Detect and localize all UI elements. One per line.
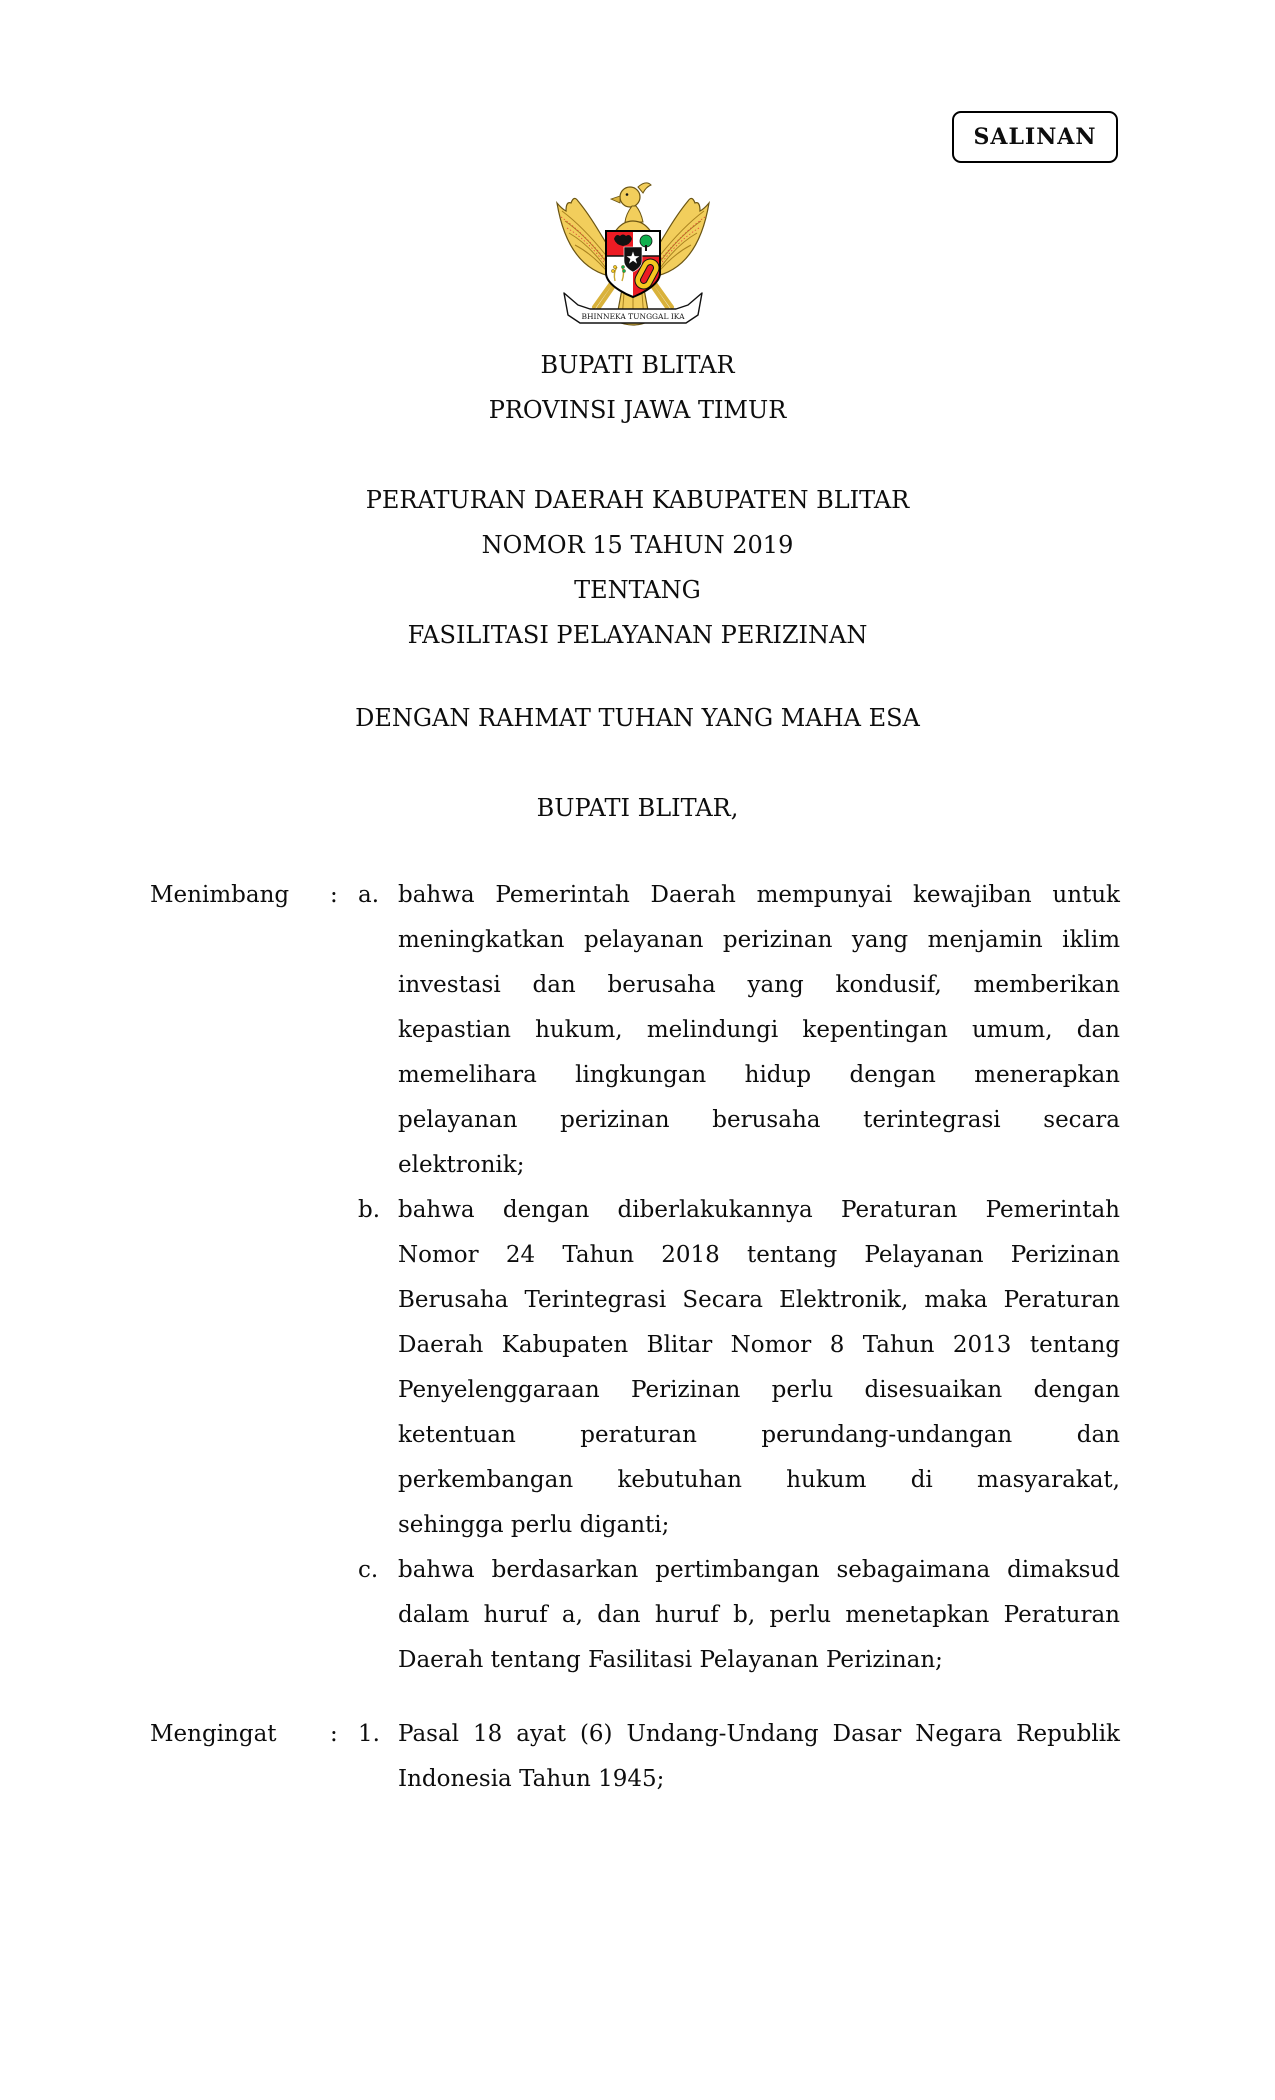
text-line: Daerah tentang Fasilitasi Pelayanan Perizinan;: [398, 1647, 943, 1673]
text-line: bahwa Pemerintah Daerah mempunyai kewajiban untuk: [398, 882, 1120, 908]
regulation-tentang: TENTANG: [574, 576, 701, 604]
text-line: Pasal 18 ayat (6) Undang-Undang Dasar Negara Republik: [398, 1721, 1120, 1747]
list-marker: c.: [358, 1557, 379, 1583]
list-item: [358, 1548, 1125, 1683]
issuer-title: BUPATI BLITAR: [540, 351, 735, 379]
official-line: BUPATI BLITAR,: [536, 794, 739, 822]
section-colon: :: [330, 882, 338, 908]
section-items: [358, 873, 1125, 1683]
item-text: [398, 1548, 1120, 1683]
list-item: [358, 1188, 1125, 1548]
text-line: kepastian hukum, melindungi kepentingan umum, dan: [398, 1017, 1120, 1043]
garuda-pancasila-emblem: [552, 181, 714, 343]
item-text: [398, 873, 1120, 1188]
text-line: meningkatkan pelayanan perizinan yang menjamin iklim: [398, 927, 1120, 953]
section-label: Menimbang: [150, 882, 290, 908]
text-line: Daerah Kabupaten Blitar Nomor 8 Tahun 2013 tentang: [398, 1332, 1120, 1358]
regulation-title: PERATURAN DAERAH KABUPATEN BLITAR: [365, 486, 910, 514]
text-line: bahwa dengan diberlakukannya Peraturan Pemerintah: [398, 1197, 1120, 1223]
text-line: Indonesia Tahun 1945;: [398, 1766, 665, 1792]
item-text: [398, 1188, 1120, 1548]
issuer-province: PROVINSI JAWA TIMUR: [488, 396, 787, 424]
menimbang-section: [150, 873, 1125, 1683]
text-line: perkembangan kebutuhan hukum di masyarakat,: [398, 1467, 1120, 1493]
text-line: Nomor 24 Tahun 2018 tentang Pelayanan Perizinan: [398, 1242, 1120, 1268]
garuda-pancasila-icon: [552, 181, 714, 343]
garuda-head: [611, 183, 651, 222]
text-line: dalam huruf a, dan huruf b, perlu menetapkan Peraturan: [398, 1602, 1120, 1628]
invocation-line: DENGAN RAHMAT TUHAN YANG MAHA ESA: [355, 704, 920, 732]
list-marker: a.: [358, 882, 380, 908]
list-item: [358, 1712, 1125, 1802]
mengingat-section: [150, 1712, 1125, 1802]
salinan-label: SALINAN: [973, 124, 1097, 150]
text-line: investasi dan berusaha yang kondusif, memberikan: [398, 972, 1120, 998]
item-text: [398, 1712, 1120, 1802]
text-line: bahwa berdasarkan pertimbangan sebagaimana dimaksud: [398, 1557, 1120, 1583]
list-marker: b.: [358, 1197, 381, 1223]
salinan-stamp: [952, 111, 1118, 163]
regulation-number: NOMOR 15 TAHUN 2019: [481, 531, 794, 559]
pancasila-shield: [606, 231, 660, 297]
text-line: pelayanan perizinan berusaha terintegrasi secara: [398, 1107, 1120, 1133]
section-items: [358, 1712, 1125, 1802]
text-line: Penyelenggaraan Perizinan perlu disesuaikan dengan: [398, 1377, 1120, 1403]
list-marker: 1.: [358, 1721, 380, 1747]
text-line: ketentuan peraturan perundang-undangan dan: [398, 1422, 1120, 1448]
section-label: Mengingat: [150, 1721, 277, 1747]
text-line: elektronik;: [398, 1152, 525, 1178]
text-line: Berusaha Terintegrasi Secara Elektronik, maka Peraturan: [398, 1287, 1120, 1313]
list-item: [358, 873, 1125, 1188]
section-colon: :: [330, 1721, 338, 1747]
motto-text: BHINNEKA TUNGGAL IKA: [581, 312, 685, 321]
regulation-subject: FASILITASI PELAYANAN PERIZINAN: [407, 621, 868, 649]
text-line: sehingga perlu diganti;: [398, 1512, 670, 1538]
text-line: memelihara lingkungan hidup dengan menerapkan: [398, 1062, 1120, 1088]
